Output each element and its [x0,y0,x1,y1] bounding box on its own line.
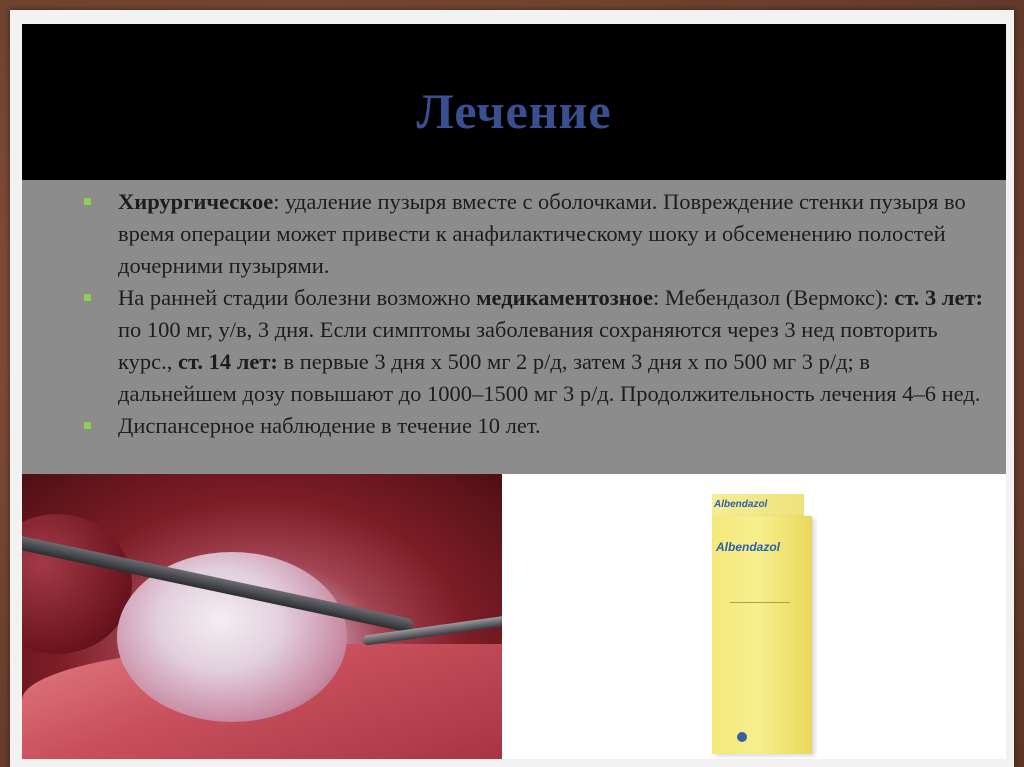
bullet-item [22,186,1006,282]
title-bar [22,24,1006,180]
bullet-marker-icon [84,198,91,205]
bullet-text: в первые 3 дня х 500 мг 2 р/д, затем 3 дня х по 500 мг 3 р/д; в дальнейшем дозу повышают до 1000–1500 мг 3 р/д. Продолжительность лечения 4–6 нед. [118,349,981,406]
bullet-marker-icon [84,422,91,429]
bullet-item [22,282,1006,410]
bullet-text: Диспансерное наблюдение в течение 10 лет. [118,413,541,438]
drug-package-photo [502,474,1006,759]
surgery-photo [22,474,502,759]
bullet-item [22,410,1006,442]
bullet-text-bold: медикаментозное [476,285,653,310]
slide-frame [10,10,1014,767]
package-label-line [730,602,790,625]
package-brand-top: Albendazol [714,499,768,510]
bullet-marker-icon [84,294,91,301]
content-panel [22,180,1006,474]
organ-shape [22,514,132,654]
package-brand-front: Albendazol [716,540,781,554]
bullet-list [22,186,1006,442]
bullet-text: по 100 мг, у/в, 3 дня. Если симптомы заболевания сохраняются через 3 нед повторить курс., [118,317,938,374]
bullet-text: : Мебендазол (Вермокс): [653,285,895,310]
slide-title: Лечение [416,83,612,139]
bullet-text: На ранней стадии болезни возможно [118,285,477,310]
bullet-text-bold: ст. 14 лет: [177,349,278,374]
bullet-text: : удаление пузыря вместе с оболочками. Повреждение стенки пузыря во время операции может привести к анафилактическому шоку и обсеменению полостей дочерними пузырями. [118,189,966,278]
package-badge-icon [737,732,747,742]
bullet-text-bold: Хирургическое [118,189,274,214]
bullet-text-bold: ст. 3 лет: [894,285,983,310]
